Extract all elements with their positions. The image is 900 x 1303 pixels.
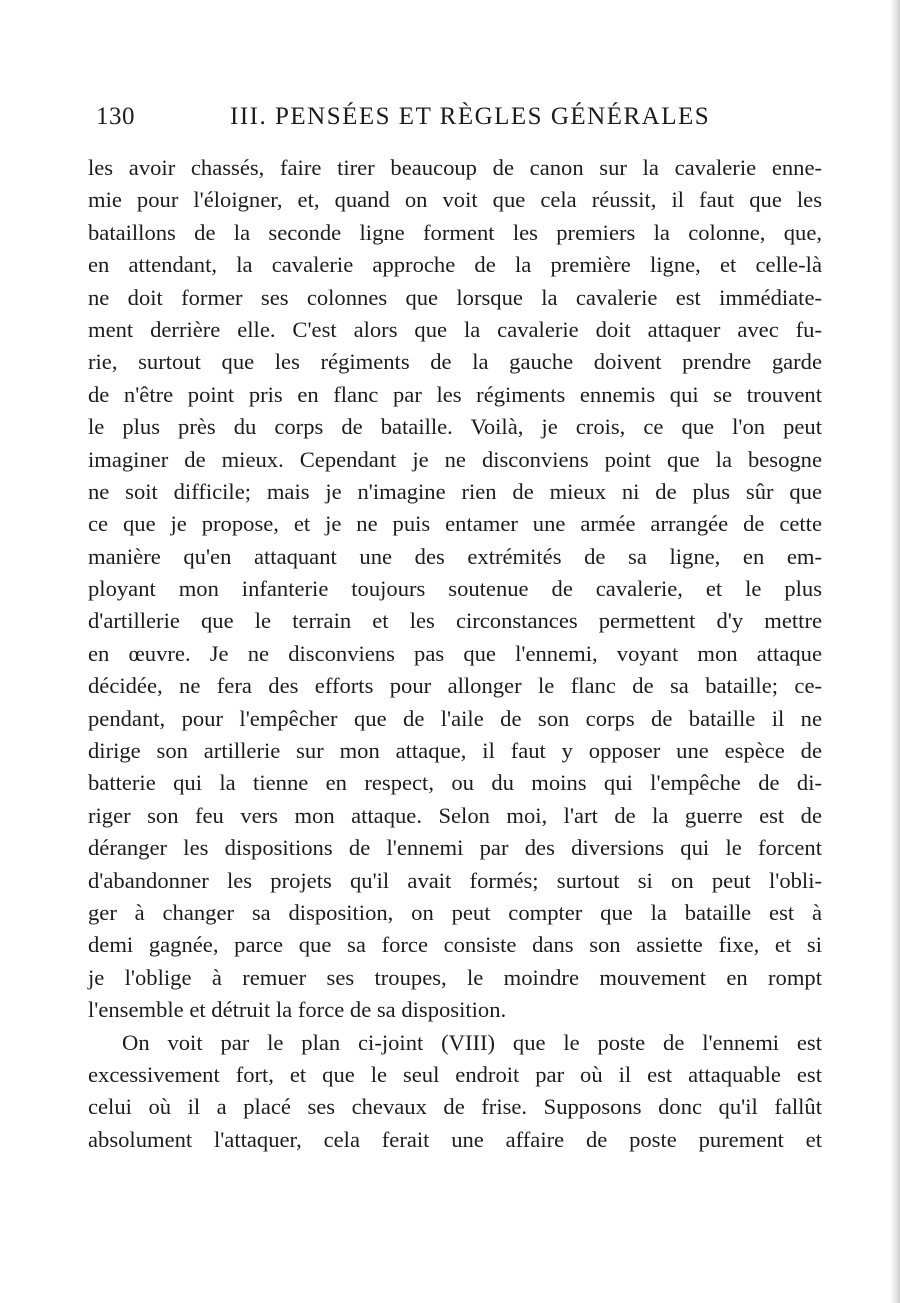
text-line: ment derrière elle. C'est alors que la cavalerie doit attaquer avec fu-	[88, 316, 822, 342]
text-line: batterie qui la tienne en respect, ou du moins qui l'empêche de di-	[88, 770, 822, 796]
text-line: en œuvre. Je ne disconviens pas que l'ennemi, voyant mon attaque	[88, 640, 822, 666]
text-line: imaginer de mieux. Cependant je ne disconviens point que la besogne	[88, 446, 822, 472]
text-line: rie, surtout que les régiments de la gauche doivent prendre garde	[88, 349, 822, 375]
text-line: pendant, pour l'empêcher que de l'aile de son corps de bataille il ne	[88, 705, 822, 731]
text-line: l'ensemble et détruit la force de sa disposition.	[88, 997, 507, 1023]
page-number: 130	[96, 103, 135, 130]
text-line: excessivement fort, et que le seul endroit par où il est attaquable est	[88, 1061, 822, 1087]
text-line: ployant mon infanterie toujours soutenue de cavalerie, et le plus	[88, 576, 822, 602]
paragraph-1	[88, 152, 822, 1027]
paragraph-2	[88, 1027, 822, 1157]
text-line: bataillons de la seconde ligne forment les premiers la colonne, que,	[88, 219, 822, 245]
text-line: le plus près du corps de bataille. Voilà, je crois, ce que l'on peut	[88, 414, 822, 440]
text-line: je l'oblige à remuer ses troupes, le moindre mouvement en rompt	[88, 964, 822, 990]
text-line: décidée, ne fera des efforts pour allonger le flanc de sa bataille; ce-	[88, 673, 822, 699]
body-text	[88, 152, 822, 1156]
text-line: déranger les dispositions de l'ennemi par des diversions qui le forcent	[88, 835, 822, 861]
text-line: d'artillerie que le terrain et les circonstances permettent d'y mettre	[88, 608, 822, 634]
text-line: celui où il a placé ses chevaux de frise. Supposons donc qu'il fallût	[88, 1094, 822, 1120]
text-line: ger à changer sa disposition, on peut compter que la bataille est à	[88, 899, 822, 925]
text-line: riger son feu vers mon attaque. Selon moi, l'art de la guerre est de	[88, 802, 822, 828]
text-line: en attendant, la cavalerie approche de la première ligne, et celle-là	[88, 252, 822, 278]
text-line: On voit par le plan ci-joint (VIII) que le poste de l'ennemi est	[122, 1029, 822, 1055]
text-line: mie pour l'éloigner, et, quand on voit que cela réussit, il faut que les	[88, 187, 822, 213]
text-line: ne soit difficile; mais je n'imagine rien de mieux ni de plus sûr que	[88, 478, 822, 504]
text-line: d'abandonner les projets qu'il avait formés; surtout si on peut l'obli-	[88, 867, 822, 893]
text-line: demi gagnée, parce que sa force consiste dans son assiette fixe, et si	[88, 932, 822, 958]
text-line: les avoir chassés, faire tirer beaucoup de canon sur la cavalerie enne-	[88, 155, 822, 180]
text-line: dirige son artillerie sur mon attaque, il faut y opposer une espèce de	[88, 738, 822, 764]
text-line: de n'être point pris en flanc par les régiments ennemis qui se trouvent	[88, 381, 822, 407]
chapter-title: III. PENSÉES ET RÈGLES GÉNÉRALES	[230, 103, 711, 130]
text-line: ce que je propose, et je ne puis entamer une armée arrangée de cette	[88, 511, 822, 537]
page-edge-shadow	[890, 0, 900, 1303]
text-line: ne doit former ses colonnes que lorsque la cavalerie est immédiate-	[88, 284, 822, 310]
text-line: manière qu'en attaquant une des extrémités de sa ligne, en em-	[88, 543, 822, 569]
text-line: absolument l'attaquer, cela ferait une affaire de poste purement et	[88, 1126, 822, 1152]
running-head	[96, 103, 816, 143]
